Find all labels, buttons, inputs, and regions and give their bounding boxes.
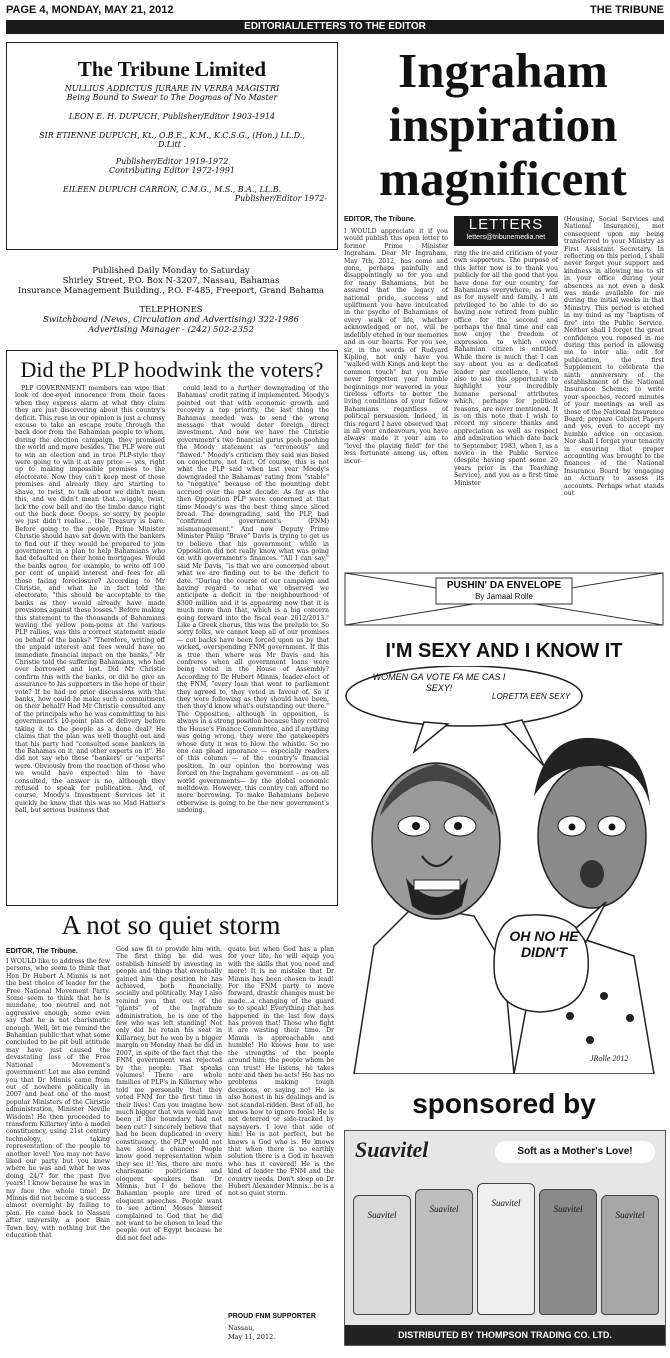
bottle-label: Suavitel bbox=[553, 1204, 583, 1214]
editorial-column-2: could lead to a further downgrading of the Bahamas' credit rating if implemented. Moody's pointed out that with economic growth and recovery a top priority, the last thing the Bahamas needed was to send the wrong message that would deter foreign direct investment. And now we have the Christie government's two financial gurus pooh-poohing the Moody statement as "erroneous" and "flawed." Moody's criticism they said was based on conjecture, not fact. Of course, this is not what the PLP said when last year Moody's downgraded the Bahamas' rating from "stable" to "negative" because of the mounting debt accrued over the past decade. As far as the then Opposition PLP were concerned at that time Moody's was the best thing since sliced bread. The downgrading, said the PLP, had "confirmed government's (FNM) mismanagement." And now Deputy Prime Minister Philip "Brave" Davis is trying to get us to believe that his government, while in Opposition did not really know what was going on with government's finances. "All I can say," said Mr Davis, "is that we are concerned about what we are finding out to be the deficit to date. "During the course of our campaign and having regard to what we observed we anticipate a deficit in the neighbourhood of $300 million and it is appearing now that it is much more than that, which is a big concern going forward into the fiscal year 2012/2013." Like a Greek chorus, this was the prelude to: So sorry folks, we cannot keep all of our promises — cut backs have been forced upon us by that wicked, overspending FNM government. If this is true then where was Mr Davis and his confreres when all government loans were being voted in the House of Assembly? According to Dr Hubert Minnis, leader-elect of the FNM, "every loan that went to parliament they agreed to, they voted in favour of. So if they were following as they should have been, then they'd know what's outstanding out there." The Opposition, although in opposition, is always in a strong position because they control the House's Finance Committee, and if anything was going wrong, they were the gatekeepers whose duty it was to blow the whistle. So no one can plead ignorance — especially readers of this column — of the country's financial position. In our opinion the borrowing was forced on the Ingraham government – as on all world governments— by the global economic meltdown. However, this country can afford no more borrowing. To make Bahamians believe otherwise is going to be the new government's undoing. bbox=[177, 385, 329, 815]
section-bar: EDITORIAL/LETTERS TO THE EDITOR bbox=[6, 20, 664, 34]
ad-slogan: Soft as a Mother's Love! bbox=[495, 1141, 655, 1163]
ingraham-column-3: (Housing, Social Services and National Insurance), met consequent upon my being transferred to your Ministry as First Assistant Secretary. In reflecting on this period, I shall never forget your support and kindness in allowing me to sit in your office during your absences as not even a desk was made available for me during the initial weeks in that Ministry. This period is etched in my mind as my "baptism of fire" into the Public Service. Neither shall I forget the great confidence you reposed in me during this period in allowing me to inter alia: edit for publication, the first Supplement to celebrate the ninth anniversary of the establishment of the National Insurance Scheme; to write your speeches, record minutes of your meetings as well as those of the National Insurance Board; prepare Cabinet Papers and yes, even to accept my humble advice on occasion. Nor shall I forget your tenacity in ensuring that proper accounting was brought to the finances of the National Insurance Board by engaging an Actuary to assess its accounts. Perhaps what stands out bbox=[564, 216, 664, 498]
paper-name: THE TRIBUNE bbox=[590, 4, 664, 16]
storm-byline: EDITOR, The Tribune. bbox=[6, 948, 78, 955]
publisher-line-2: Contributing Editor 1972-1991 bbox=[109, 166, 235, 175]
tribune-motto: NULLIUS ADDICTUS JURARE IN VERBA MAGISTRI bbox=[64, 84, 280, 93]
founder-line: LEON E. H. DUPUCH, Publisher/Editor 1903-1914 bbox=[68, 112, 276, 121]
insurance-line: Insurance Management Building., P.O. F-485, Freeport, Grand Bahama bbox=[17, 286, 325, 296]
cartoon-panel bbox=[344, 666, 664, 1074]
man-caricature bbox=[354, 763, 514, 1074]
bubble-text-top: WOMEN GA VOTE FA ME CAS I SEXY! bbox=[372, 672, 506, 693]
storm-column-2: God saw fit to provide him with. The first thing he did was establish himself by investing in people and things that eventually gained him the position he has achieved, both financially, socially and politically. May I also remind you that out of the "giants" of the Ingraham administration, he is one of the few who was left standing! Not only did he retain his seat in Killarney, but he won by a bigger margin on Monday than he did in 2007, in spite of the fact that the FNM government was rejected by the people. That speaks volumes! There are whole families of PLP's in Killarney who told me personally that they voted FNM for the first time in their lives! Can you imagine how much bigger that win would have been if the boundary had not been cut? I sincerely believe that had he been duplicated in every constituency, the PLP would not have stood a chance! People know good representation when they see it! Yes, there are more charismatic politicians and eloquent speakers than Dr Minnis, but I do believe the Bahamian people are tired of eloquent speeches. People want to see action! Moses himself complained to God that he did not want to be chosen to lead the people out of Egypt because he did not feel ade- bbox=[116, 946, 222, 1242]
tribune-name: The Tribune Limited bbox=[77, 57, 267, 81]
bottle-label: Suavitel bbox=[615, 1210, 645, 1220]
masthead bbox=[6, 4, 664, 18]
bottle bbox=[539, 1189, 597, 1315]
publication-info bbox=[6, 252, 336, 342]
sponsor-heading: sponsored by bbox=[412, 1088, 596, 1119]
ingraham-column-1: I WOULD appreciate it if you would publish this open letter to former Prime Minister Ingraham. Dear Mr Ingraham, May 7th, 2012, has come and gone, perhaps painfully and disappointingly so for you and for many Bahamians, but be assured that the legacy of national pride, success and upliftment you have inculcated in the psyche of Bahamians of every walk of life, whether acknowledged or not, will be indelibly etched in our memories and in our hearts. For you see, sir, in the words of Rudyard Kipling, not only have you "walked with Kings and kept the common touch" but you have never forgotten your humble beginnings nor wavered in your tireless efforts to better the living conditions of your fellow Bahamians regardless of political persuasion. Indeed, in this regard I have observed that in all your endeavours, you have always made it your aim to "level the playing field" for the less fortunate among us, often incur- bbox=[344, 228, 448, 465]
ad-distributor: DISTRIBUTED BY THOMPSON TRADING CO. LTD. bbox=[345, 1325, 665, 1345]
ingraham-byline: EDITOR, The Tribune. bbox=[344, 216, 416, 223]
sponsor-ad[interactable] bbox=[344, 1130, 666, 1346]
cartoon-drawing bbox=[344, 666, 664, 1074]
ad-bottles bbox=[351, 1175, 659, 1315]
bubble-text-bottom: OH NO HE DIDN'T bbox=[509, 928, 579, 960]
telephone-switchboard: Switchboard (News, Circulation and Advertising) 322-1986 bbox=[43, 315, 299, 325]
storm-place: Nassau, bbox=[228, 1324, 255, 1332]
ingraham-column-2: ring the ire and criticism of your own supporters. The purpose of this letter now is to thank you publicly for all the good that you have done for our country, for Bahamians everywhere, as well as for myself and family. I am privileged to be able to do so having now retired from public office for the second and perhaps the final time and can now enjoy the freedom of expression to which every Bahamian citizen is entitled. While there is much that I can say about you as a dedicated leader par excellence, I wish also to use this opportunity to highlight your incredibly humane personal attributes which, perhaps for political reasons, are never mentioned. It is on this note that I wish to record my sincere thanks and appreciation as well as respect and admiration which date back to September, 1983, when I, as a novice in the Public Service (despite having spent some 20 years prior in the Teaching Service), and you as a first time Minister bbox=[454, 250, 558, 487]
storm-column-1: I WOULD like to address the few persons, who seem to think that Hon Dr Hubert A Minnis is not the best choice of leader for the Free National Movement Party. Some seem to think that he is mundane, too neutral and not aggressive enough, some even say that he is not charismatic enough. Well, let me remind the Bahamian public that what some concluded to be pit bull attitude may have just caused the devastating loss of the Free National Movement's government! Let me also remind you that Dr Minnis came from out of nowhere politically in 2007 and beat one of the most popular Ministers of the Christie administration, Minister Neville Wisdom! He then proceeded to transform Killarney into a model constituency, using 21st century technology, taking representation of the people to another level! You may not have liked our party but you knew where he was and what he was doing 24/7 for the past five years! I know because he was in my face the whole time! Dr Minnis did not become a success almost overnight by failing to plan. He came back to Nassau after university, a poor Bain Town boy, with nothing but the education that bbox=[6, 958, 110, 1240]
tribune-info-box bbox=[6, 42, 338, 250]
published-line: Published Daily Monday to Saturday bbox=[92, 266, 250, 276]
cartoon-signature: JRolle 2012 bbox=[590, 1054, 629, 1063]
bottle bbox=[415, 1189, 473, 1315]
bottle-label: Suavitel bbox=[367, 1210, 397, 1220]
address-line: Shirley Street, P.O. Box N-3207, Nassau, Bahamas bbox=[62, 276, 280, 286]
storm-date: May 11, 2012. bbox=[228, 1333, 276, 1341]
cartoon-author: By Jamaal Rolle bbox=[475, 592, 533, 601]
cartoon-series-banner bbox=[344, 572, 664, 626]
etienne-line: SIR ETIENNE DUPUCH, Kt., O.B.E., K.M., K.C.S.G., (Hon.) LL.D., D.Litt . bbox=[39, 131, 305, 149]
telephone-advertising: Advertising Manager - (242) 502-2352 bbox=[88, 325, 254, 335]
tribune-motto-sub: Being Bound to Swear to The Dogmas of No Master bbox=[66, 93, 278, 102]
eileen-line: EILEEN DUPUCH CARRON, C.M.G., M.S., B.A., LL.B. bbox=[62, 185, 282, 194]
woman-caricature bbox=[514, 738, 654, 1074]
letters-email[interactable]: letters@tribunemedia.net bbox=[466, 234, 546, 241]
bottle-label: Suavitel bbox=[491, 1198, 521, 1208]
letters-label: LETTERS bbox=[468, 216, 544, 233]
page-date: PAGE 4, MONDAY, MAY 21, 2012 bbox=[6, 4, 174, 16]
storm-headline: A not so quiet storm bbox=[61, 910, 281, 940]
storm-letter bbox=[6, 910, 336, 1350]
storm-column-3: quate but when God has a plan for your life, he will equip you with the skills that you need and more! It is no mistake that Dr Minnis has been chosen to lead! For the FNM party to move forward, drastic changes must be made...a changing of the guard so to speak! Everything that has happened in the last few days has proven that! Those who fight it are wasting their time. Dr Minnis is approachable and humble! He knows how to use the strengths of the people around him; the people whom he can trust! He listens, he takes note and then he acts! He has no problems making tough decisions, or saying no! He is also honest in his dealings and is not scandal-ridden. Best of all, he knows how to ignore fools! He is not deterred or side-tracked by naysayers. I love that side of him! He is not perfect, but he knows a God who is. He knows that when there is no earthly solution there is a God in heaven who has it covered! He is the kind of leader the FNM and the country needs. Don't sleep on Dr Hubert Alexander Minnis...he is a not so quiet storm. bbox=[228, 946, 334, 1198]
editorial-headline: Did the PLP hoodwink the voters? bbox=[20, 357, 324, 382]
bottle bbox=[477, 1183, 535, 1315]
editorial-box bbox=[6, 350, 338, 906]
cartoon-series-title: PUSHIN' DA ENVELOPE bbox=[446, 580, 562, 591]
cartoon-title: I'M SEXY AND I KNOW IT bbox=[385, 640, 623, 662]
ingraham-headline: Ingraham inspiration magnificent bbox=[379, 43, 627, 206]
bottle bbox=[601, 1195, 659, 1315]
telephones-heading: TELEPHONES bbox=[139, 305, 203, 315]
ad-brand-logo: Suavitel bbox=[355, 1137, 429, 1162]
bottle-label: Suavitel bbox=[429, 1204, 459, 1214]
storm-signature: PROUD FNM SUPPORTER bbox=[228, 1313, 316, 1320]
publisher-line-1: Publisher/Editor 1919-1972 bbox=[115, 157, 229, 166]
publisher-line-3: Publisher/Editor 1972- bbox=[234, 194, 327, 203]
bottle bbox=[353, 1195, 411, 1315]
letters-badge bbox=[454, 216, 558, 246]
editorial-column-1: PLP GOVERNMENT members can wipe that look of doe-eyed innocence from their faces when they express alarm at what they claim they are just discovering about this country's deficit. This ruse in our opinion is just a clumsy excuse to take an escape route through the back door from the Bahamian people to whom, during the election campaign, they promised the world and more besides. The PLP were out to win an election and in true PLP-style they were going to win it at any price — yes, right up to making impossible promises to the electorate. Now they can't keep most of those promises and already they are starting to shave, to twist, to talk about we didn't mean this, and we didn't mean that...wiggle, twist, lick the cow bell and do the limbo dance right out the back door. Ooops, so sorry, by people we just didn't realise... the Treasury is bare. Before going to the people, Prime Minister Christie should have sat down with the bankers to find out if they would be prepared to join government in a plan to help Bahamians who had defaulted on their home mortgages. Would the banks agree, for example, to write off 100 per cent of unpaid interest and fees for all those facing foreclosure? According to Mr Christie, and what he in fact told the electorate, "this should be acceptable to the banks as they would already have made provisions against these losses." Before making this statement to the thousands of Bahamians waving the yellow pom-poms at the various PLP rallies, was this a correct statement made on behalf of the banks? "Therefore, writing off the unpaid interest and fees would have no immediate financial impact on the banks," Mr Christie told the suffering Bahamians, who had over borrowed and lost. Did Mr Christie confirm this with the banks, or did he give an assurance to his supporters in the hope of their vote? If he had no prior discussions with the banks, how could he make such a commitment on their behalf? Had Mr Christie consulted any of the principals who he was committing to his government's 10-point plan of delivery before taking it to the people as a done deal? He claims that the plan was well thought out and that his party had "consulted some bankers in the Bahamas on it, and other experts on it". He did not say who these "bankers" or "experts" were. Obviously from the reaction of those who we would have expected him to have consulted, the answer is no, although they refused to speak for publication. And, of course, Moody's Investment Services let it quickly be know that this was no Mad Hatter's ball, but serious business that bbox=[15, 385, 165, 815]
bubble-text-top-aside: LORETTA EEN SEXY bbox=[492, 692, 571, 701]
